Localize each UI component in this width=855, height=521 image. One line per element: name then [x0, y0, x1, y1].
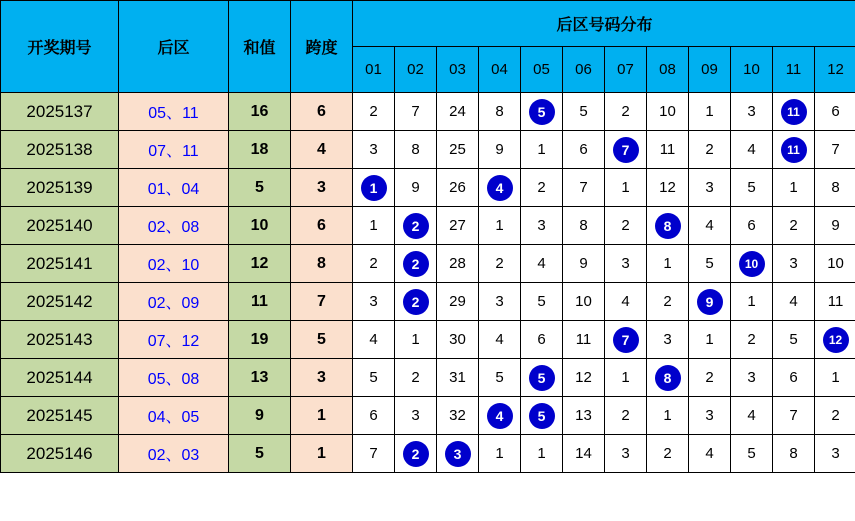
cell-number: 3: [689, 397, 731, 435]
cell-back-zone: 07、11: [119, 131, 229, 169]
column-header-number-04: 04: [479, 47, 521, 93]
cell-number: 8: [815, 169, 855, 207]
cell-number: 7: [395, 93, 437, 131]
cell-number: 3: [395, 397, 437, 435]
cell-number: 1: [353, 207, 395, 245]
table-row: [1, 131, 855, 169]
cell-number: 7: [563, 169, 605, 207]
cell-issue: 2025144: [1, 359, 119, 397]
table-row: [1, 435, 855, 473]
cell-number: 12: [563, 359, 605, 397]
cell-number: 2: [395, 359, 437, 397]
cell-number: 5: [521, 283, 563, 321]
cell-number: 2: [521, 169, 563, 207]
hit-ball: 2: [403, 213, 429, 239]
cell-number: [605, 321, 647, 359]
hit-ball: 5: [529, 99, 555, 125]
cell-back-zone: 02、09: [119, 283, 229, 321]
cell-number: 1: [395, 321, 437, 359]
hit-ball: 7: [613, 137, 639, 163]
cell-number: 5: [353, 359, 395, 397]
cell-number: 6: [815, 93, 855, 131]
table-row: [1, 397, 855, 435]
cell-number: 3: [731, 93, 773, 131]
table-row: [1, 283, 855, 321]
cell-back-zone: 04、05: [119, 397, 229, 435]
cell-number: 3: [605, 435, 647, 473]
cell-span: 7: [291, 283, 353, 321]
column-header-number-06: 06: [563, 47, 605, 93]
cell-number: 4: [731, 397, 773, 435]
column-header-number-07: 07: [605, 47, 647, 93]
cell-back-zone: 05、11: [119, 93, 229, 131]
cell-number: 8: [479, 93, 521, 131]
cell-sum: 12: [229, 245, 291, 283]
cell-number: 11: [815, 283, 855, 321]
cell-span: 4: [291, 131, 353, 169]
cell-sum: 5: [229, 169, 291, 207]
cell-issue: 2025138: [1, 131, 119, 169]
cell-number: [521, 359, 563, 397]
hit-ball: 2: [403, 289, 429, 315]
cell-number: 3: [647, 321, 689, 359]
column-header-number-02: 02: [395, 47, 437, 93]
cell-sum: 16: [229, 93, 291, 131]
cell-number: 2: [689, 359, 731, 397]
cell-number: 1: [815, 359, 855, 397]
cell-number: [689, 283, 731, 321]
cell-number: 2: [605, 93, 647, 131]
column-header-number-12: 12: [815, 47, 855, 93]
cell-number: 14: [563, 435, 605, 473]
column-header-sum: 和值: [229, 1, 291, 93]
cell-number: 13: [563, 397, 605, 435]
cell-issue: 2025145: [1, 397, 119, 435]
cell-number: 1: [521, 435, 563, 473]
cell-number: 28: [437, 245, 479, 283]
cell-number: [605, 131, 647, 169]
cell-number: 2: [353, 93, 395, 131]
cell-number: 6: [521, 321, 563, 359]
cell-number: 3: [731, 359, 773, 397]
cell-number: 6: [563, 131, 605, 169]
cell-number: 8: [563, 207, 605, 245]
cell-number: [437, 435, 479, 473]
cell-number: 10: [647, 93, 689, 131]
cell-number: 7: [353, 435, 395, 473]
cell-number: 2: [731, 321, 773, 359]
cell-number: [647, 359, 689, 397]
cell-sum: 19: [229, 321, 291, 359]
cell-number: 9: [563, 245, 605, 283]
table-header: [1, 1, 855, 93]
cell-number: 3: [605, 245, 647, 283]
cell-number: 6: [731, 207, 773, 245]
hit-ball: 12: [823, 327, 849, 353]
table-body: [1, 93, 855, 473]
cell-number: 1: [689, 93, 731, 131]
cell-number: [521, 93, 563, 131]
cell-number: [395, 245, 437, 283]
hit-ball: 11: [781, 137, 807, 163]
cell-number: 1: [731, 283, 773, 321]
cell-number: 11: [647, 131, 689, 169]
cell-issue: 2025141: [1, 245, 119, 283]
cell-number: 6: [773, 359, 815, 397]
cell-number: 7: [815, 131, 855, 169]
cell-number: [395, 207, 437, 245]
table-row: [1, 169, 855, 207]
cell-number: 2: [479, 245, 521, 283]
hit-ball: 8: [655, 365, 681, 391]
cell-span: 3: [291, 359, 353, 397]
cell-span: 1: [291, 397, 353, 435]
cell-number: [395, 283, 437, 321]
cell-number: [353, 169, 395, 207]
cell-number: 5: [479, 359, 521, 397]
cell-number: 2: [689, 131, 731, 169]
column-header-number-09: 09: [689, 47, 731, 93]
cell-number: [773, 131, 815, 169]
column-header-number-01: 01: [353, 47, 395, 93]
column-header-number-05: 05: [521, 47, 563, 93]
table-row: [1, 359, 855, 397]
cell-number: 24: [437, 93, 479, 131]
cell-number: 29: [437, 283, 479, 321]
column-header-number-10: 10: [731, 47, 773, 93]
cell-number: 3: [773, 245, 815, 283]
cell-back-zone: 07、12: [119, 321, 229, 359]
cell-issue: 2025139: [1, 169, 119, 207]
cell-number: 1: [521, 131, 563, 169]
cell-number: [521, 397, 563, 435]
cell-number: 4: [353, 321, 395, 359]
cell-number: 3: [479, 283, 521, 321]
cell-number: 10: [815, 245, 855, 283]
column-header-span: 跨度: [291, 1, 353, 93]
cell-number: 3: [353, 131, 395, 169]
cell-back-zone: 01、04: [119, 169, 229, 207]
cell-issue: 2025143: [1, 321, 119, 359]
cell-back-zone: 05、08: [119, 359, 229, 397]
cell-number: 1: [479, 435, 521, 473]
cell-span: 8: [291, 245, 353, 283]
cell-number: 1: [605, 169, 647, 207]
hit-ball: 1: [361, 175, 387, 201]
cell-back-zone: 02、10: [119, 245, 229, 283]
cell-span: 6: [291, 93, 353, 131]
cell-number: 1: [647, 397, 689, 435]
cell-number: 3: [521, 207, 563, 245]
cell-number: 4: [731, 131, 773, 169]
hit-ball: 8: [655, 213, 681, 239]
cell-number: 3: [815, 435, 855, 473]
cell-number: 2: [647, 283, 689, 321]
column-header-number-08: 08: [647, 47, 689, 93]
cell-number: [773, 93, 815, 131]
cell-back-zone: 02、03: [119, 435, 229, 473]
cell-sum: 11: [229, 283, 291, 321]
cell-number: 2: [605, 207, 647, 245]
cell-number: 10: [563, 283, 605, 321]
hit-ball: 7: [613, 327, 639, 353]
cell-number: [647, 207, 689, 245]
hit-ball: 2: [403, 441, 429, 467]
cell-sum: 5: [229, 435, 291, 473]
cell-number: 9: [479, 131, 521, 169]
cell-number: 32: [437, 397, 479, 435]
cell-span: 1: [291, 435, 353, 473]
column-header-back-zone: 后区: [119, 1, 229, 93]
cell-number: 1: [605, 359, 647, 397]
cell-number: 5: [563, 93, 605, 131]
cell-issue: 2025142: [1, 283, 119, 321]
cell-number: 4: [689, 207, 731, 245]
table-row: [1, 207, 855, 245]
column-header-issue: 开奖期号: [1, 1, 119, 93]
cell-number: 1: [479, 207, 521, 245]
cell-number: 25: [437, 131, 479, 169]
cell-number: 8: [773, 435, 815, 473]
hit-ball: 9: [697, 289, 723, 315]
cell-number: [815, 321, 855, 359]
cell-number: 1: [689, 321, 731, 359]
cell-number: 30: [437, 321, 479, 359]
cell-number: [479, 169, 521, 207]
cell-number: 26: [437, 169, 479, 207]
cell-number: 11: [563, 321, 605, 359]
cell-number: 4: [479, 321, 521, 359]
hit-ball: 5: [529, 365, 555, 391]
hit-ball: 3: [445, 441, 471, 467]
hit-ball: 11: [781, 99, 807, 125]
cell-sum: 10: [229, 207, 291, 245]
cell-number: 5: [689, 245, 731, 283]
cell-number: 4: [605, 283, 647, 321]
cell-number: 3: [353, 283, 395, 321]
column-header-number-11: 11: [773, 47, 815, 93]
cell-number: [395, 435, 437, 473]
cell-back-zone: 02、08: [119, 207, 229, 245]
cell-number: 4: [689, 435, 731, 473]
cell-issue: 2025146: [1, 435, 119, 473]
cell-number: 12: [647, 169, 689, 207]
cell-sum: 18: [229, 131, 291, 169]
column-header-number-03: 03: [437, 47, 479, 93]
cell-number: 6: [353, 397, 395, 435]
cell-number: [731, 245, 773, 283]
cell-number: 27: [437, 207, 479, 245]
cell-number: 3: [689, 169, 731, 207]
header-row-top: [1, 1, 855, 47]
cell-number: 5: [731, 169, 773, 207]
cell-span: 5: [291, 321, 353, 359]
cell-issue: 2025137: [1, 93, 119, 131]
cell-number: 2: [815, 397, 855, 435]
cell-number: 2: [773, 207, 815, 245]
cell-number: 31: [437, 359, 479, 397]
table-row: [1, 93, 855, 131]
cell-number: 2: [353, 245, 395, 283]
cell-number: 8: [395, 131, 437, 169]
cell-number: 1: [647, 245, 689, 283]
cell-sum: 9: [229, 397, 291, 435]
cell-span: 3: [291, 169, 353, 207]
table-row: [1, 321, 855, 359]
cell-number: 1: [773, 169, 815, 207]
table-row: [1, 245, 855, 283]
cell-sum: 13: [229, 359, 291, 397]
cell-number: 9: [815, 207, 855, 245]
cell-number: 7: [773, 397, 815, 435]
hit-ball: 10: [739, 251, 765, 277]
cell-number: 9: [395, 169, 437, 207]
cell-number: 5: [731, 435, 773, 473]
cell-span: 6: [291, 207, 353, 245]
hit-ball: 2: [403, 251, 429, 277]
hit-ball: 4: [487, 175, 513, 201]
cell-issue: 2025140: [1, 207, 119, 245]
cell-number: [479, 397, 521, 435]
cell-number: 2: [605, 397, 647, 435]
cell-number: 4: [521, 245, 563, 283]
column-header-distribution: 后区号码分布: [353, 1, 855, 47]
hit-ball: 4: [487, 403, 513, 429]
cell-number: 2: [647, 435, 689, 473]
cell-number: 4: [773, 283, 815, 321]
hit-ball: 5: [529, 403, 555, 429]
cell-number: 5: [773, 321, 815, 359]
